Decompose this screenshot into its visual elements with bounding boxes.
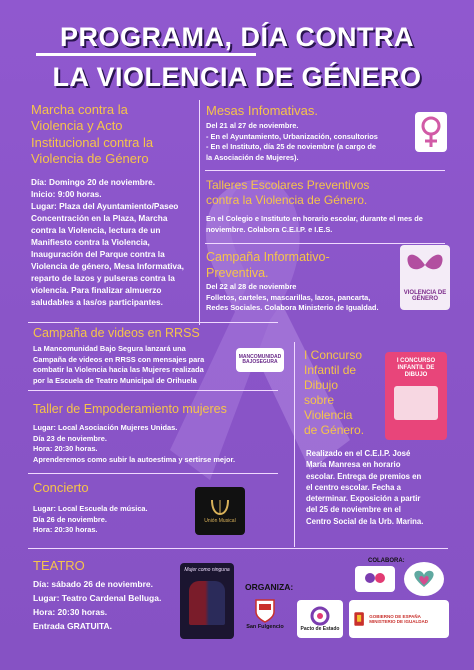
concurso-poster-label: I CONCURSO INFANTIL DE DIBUJO	[396, 358, 436, 379]
hands-heart-icon	[409, 567, 439, 591]
mesas-heading: Mesas Infomativas.	[206, 103, 318, 118]
colabora-label: COLABORA:	[368, 558, 405, 564]
colabora-logo-1	[355, 566, 395, 592]
teatro-poster-figures	[189, 581, 225, 625]
teatro-heading: TEATRO	[33, 558, 85, 573]
pacto-estado-label: Pacto de Estado	[300, 626, 340, 632]
union-musical-label: Unión Musical	[204, 518, 236, 524]
campana-info-heading: Campaña Informativo- Preventiva.	[206, 250, 330, 280]
lyre-icon	[208, 498, 232, 516]
talleres-body: En el Colegio e Instituto en horario escolar, durante el mes de noviembre. Colabora C.E.I.P. e I.E.S.	[206, 214, 423, 234]
empoderamiento-heading: Taller de Empoderamiento mujeres	[33, 402, 227, 416]
coat-of-arms-icon	[254, 598, 276, 624]
marcha-body: Día: Domingo 20 de noviembre. Inicio: 9:00 horas. Lugar: Plaza del Ayuntamiento/Paseo Concentración en la Plaza, Marcha contra la Violencia, lectura de un Manifiesto contra la Violencia, Inauguración del Parque contra la Violencia de género, Mesa Informativa, reparto de lazos y pulseras contra la violencia. Para finalizar almuerzo saludables a las/os participantes.	[31, 177, 184, 308]
divider-concierto	[28, 548, 448, 549]
mesas-body: Del 21 al 27 de noviembre. - En el Ayuntamiento, Urbanización, consultorios - En el Instituto, día 25 de noviembre (a cargo de la Asociación de Mujeres).	[206, 121, 378, 163]
concierto-heading: Concierto	[33, 480, 89, 495]
marcha-heading: Marcha contra la Violencia y Acto Institucional contra la Violencia de Género	[31, 102, 154, 166]
colabora-logo-2	[404, 562, 444, 596]
concurso-poster-image	[385, 352, 447, 440]
concurso-heading: I Concurso Infantil de Dibujo sobre Violencia de Género.	[304, 348, 365, 437]
title-line-2: LA VIOLENCIA DE GÉNERO	[52, 62, 422, 92]
mancomunidad-logo	[236, 348, 284, 372]
title-underline	[36, 53, 256, 56]
campana-info-body: Del 22 al 28 de noviembre Folletos, carteles, mascarillas, lazos, pancarta, Redes Sociales. Colabora Ministerio de Igualdad.	[206, 282, 379, 313]
divider-videos	[28, 390, 278, 391]
divider-talleres	[205, 243, 445, 244]
divider-mesas	[205, 170, 445, 171]
teatro-body: Día: sábado 26 de noviembre. Lugar: Teatro Cardenal Belluga. Hora: 20:30 horas. Entrada GRATUITA.	[33, 579, 162, 632]
union-musical-logo	[195, 487, 245, 535]
videos-heading: Campaña de videos en RRSS	[33, 326, 200, 340]
talleres-heading: Talleres Escolares Preventivos contra la Violencia de Género.	[206, 178, 370, 207]
title-line-1: PROGRAMA, DÍA CONTRA	[60, 22, 414, 52]
teatro-poster-image	[180, 563, 234, 639]
pacto-circle-icon	[307, 606, 333, 626]
san-fulgencio-logo	[245, 598, 285, 640]
organiza-label: ORGANIZA:	[245, 582, 294, 592]
teatro-poster-label: Mujer como ninguna	[184, 567, 230, 573]
ministerio-label: GOBIERNO DE ESPAÑA MINISTERIO DE IGUALDAD	[369, 613, 428, 624]
empoderamiento-body: Lugar: Local Asociación Mujeres Unidas. Día 23 de noviembre. Hora: 20:30 horas. Aprenderemos como subir la autoestima y sertirse mejor.	[33, 423, 236, 465]
ministerio-logo	[349, 600, 449, 638]
female-symbol-icon	[415, 112, 447, 152]
concierto-body: Lugar: Local Escuela de música. Día 26 de noviembre. Hora: 20:30 horas.	[33, 504, 148, 535]
butterfly-icon	[400, 245, 450, 285]
pacto-estado-logo	[297, 600, 343, 638]
women-association-icon	[360, 570, 390, 588]
spain-crest-icon	[353, 607, 365, 631]
campaign-poster-image	[400, 245, 450, 310]
mancomunidad-logo-label: MANCOMUNIDAD BAJOSEGURA	[238, 353, 282, 365]
divider-empoderamiento	[28, 473, 278, 474]
campaign-poster-label: VIOLENCIA DE GÉNERO	[403, 290, 447, 302]
divider-left-mid	[28, 322, 278, 323]
san-fulgencio-label: San Fulgencio	[246, 624, 284, 630]
vertical-divider-bottom	[294, 342, 295, 547]
videos-body: La Mancomunidad Bajo Segura lanzará una Campaña de videos en RRSS con mensajes para combatir la Violencia hacia las Mujeres realizada por la Escuela de Teatro Municipal de Orihuela	[33, 344, 205, 386]
concurso-body: Realizado en el C.E.I.P. José María Manresa en horario escolar. Entrega de premios en el centro escolar. Fecha a determinar. Exposición a partir del 25 de noviembre en el Centro Social de la Urb. Marina.	[306, 449, 424, 526]
concurso-poster-art	[394, 386, 438, 420]
